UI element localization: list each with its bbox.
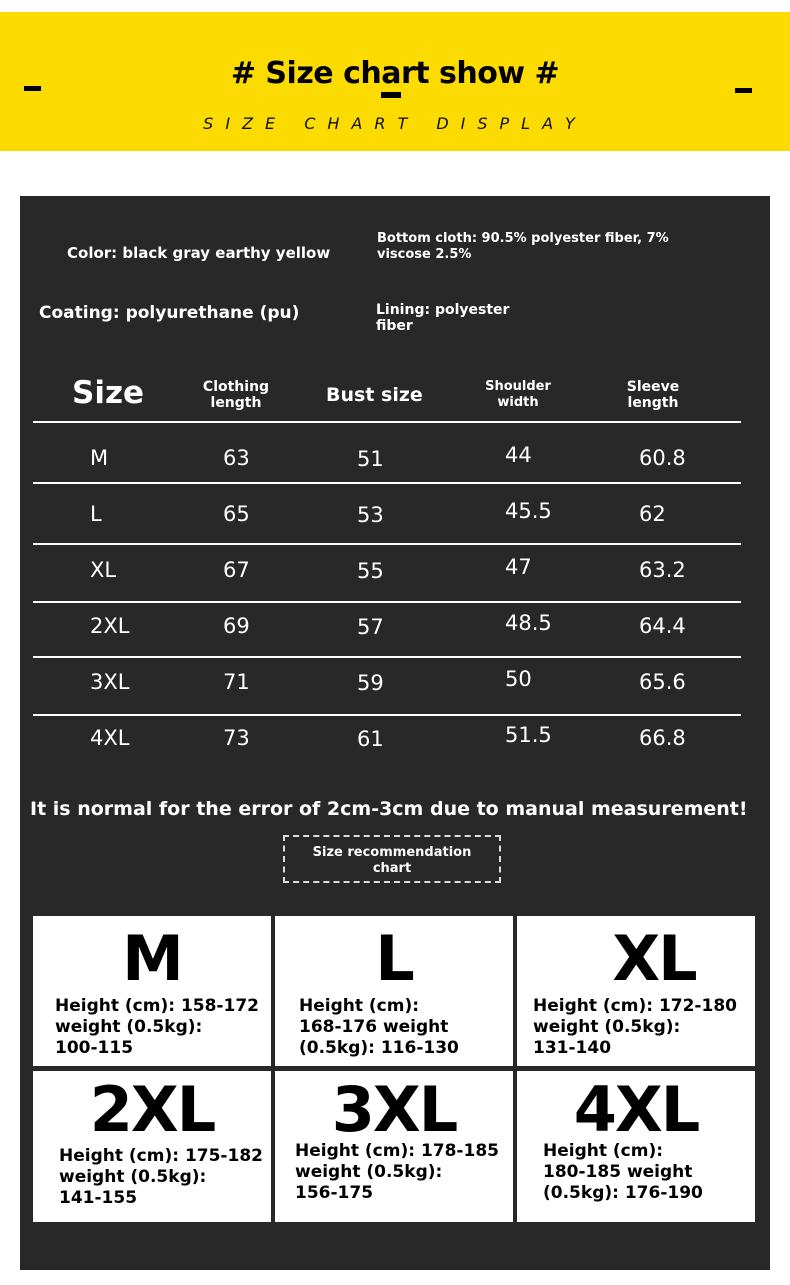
cell-clothing-length: 69	[223, 614, 250, 638]
recommendation-label-line1: Size recommendation	[312, 845, 472, 860]
card-line: 131-140	[533, 1038, 612, 1058]
size-card-4xl	[517, 1071, 755, 1222]
banner-subtitle: SIZE CHART DISPLAY	[203, 114, 587, 133]
cell-shoulder: 44	[505, 443, 532, 467]
table-divider	[33, 482, 741, 484]
cell-sleeve: 63.2	[639, 558, 686, 582]
cell-shoulder: 51.5	[505, 723, 552, 747]
card-size: M	[122, 922, 182, 995]
cell-size: L	[90, 502, 102, 526]
header-clothing-length-line1: Clothing	[202, 379, 270, 395]
cell-size: XL	[90, 558, 117, 582]
size-card-2xl	[33, 1071, 271, 1222]
cell-shoulder: 47	[505, 555, 532, 579]
card-line: (0.5kg): 176-190	[543, 1183, 703, 1203]
table-divider	[33, 601, 741, 603]
cell-sleeve: 64.4	[639, 614, 686, 638]
cell-bust: 53	[357, 503, 384, 527]
card-line: weight (0.5kg):	[59, 1167, 207, 1187]
cell-clothing-length: 73	[223, 726, 250, 750]
cell-size: M	[90, 446, 109, 470]
cell-bust: 61	[357, 727, 384, 751]
header-shoulder-line2: width	[497, 395, 539, 410]
card-size: 3XL	[331, 1073, 457, 1146]
header-size: Size	[72, 375, 145, 411]
card-size: XL	[612, 922, 696, 995]
card-line: Height (cm):	[299, 996, 420, 1016]
card-line: Height (cm): 178-185	[295, 1141, 499, 1161]
header-sleeve-line2: length	[627, 395, 679, 411]
card-line: 180-185 weight	[543, 1162, 693, 1182]
right-dash-decoration	[735, 88, 752, 93]
card-line: weight (0.5kg):	[533, 1017, 681, 1037]
measurement-note: It is normal for the error of 2cm-3cm due to manual measurement!	[30, 798, 748, 820]
size-card-3xl	[275, 1071, 513, 1222]
size-recommendation-label	[283, 835, 501, 883]
cell-size: 2XL	[90, 614, 130, 638]
header-clothing-length-line2: length	[210, 395, 262, 411]
size-chart-panel	[20, 196, 770, 1270]
header-bust-size: Bust size	[326, 384, 423, 406]
size-card-m	[33, 916, 271, 1066]
cell-bust: 51	[357, 447, 384, 471]
cell-shoulder: 45.5	[505, 499, 552, 523]
cell-size: 4XL	[90, 726, 130, 750]
cell-clothing-length: 67	[223, 558, 250, 582]
size-card-l	[275, 916, 513, 1066]
card-description	[55, 996, 259, 1059]
recommendation-label-line2: chart	[372, 861, 412, 876]
table-divider	[33, 543, 741, 545]
cell-sleeve: 66.8	[639, 726, 686, 750]
size-card-xl	[517, 916, 755, 1066]
card-line: 100-115	[55, 1038, 134, 1058]
banner-title: # Size chart show #	[230, 56, 560, 91]
card-description	[533, 996, 737, 1059]
card-size: L	[375, 922, 413, 995]
cell-bust: 55	[357, 559, 384, 583]
cell-shoulder: 48.5	[505, 611, 552, 635]
card-line: 156-175	[295, 1183, 374, 1203]
table-divider	[33, 714, 741, 716]
card-description	[295, 1141, 499, 1204]
header-clothing-length	[196, 379, 276, 411]
card-line: 141-155	[59, 1188, 138, 1208]
header-sleeve-line1: Sleeve	[626, 379, 680, 395]
table-divider	[33, 656, 741, 658]
table-divider	[33, 421, 741, 423]
card-line: Height (cm): 175-182	[59, 1146, 263, 1166]
card-size: 2XL	[89, 1073, 215, 1146]
card-line: (0.5kg): 116-130	[299, 1038, 459, 1058]
card-line: weight (0.5kg):	[295, 1162, 443, 1182]
spec-lining-line1: Lining: polyester	[376, 302, 510, 318]
cell-shoulder: 50	[505, 667, 532, 691]
center-dash-decoration	[381, 92, 401, 98]
header-shoulder-width	[478, 379, 558, 411]
card-description	[543, 1141, 703, 1204]
spec-bottom-cloth	[377, 231, 669, 263]
header-sleeve-length	[618, 379, 688, 411]
card-description	[59, 1146, 263, 1209]
card-line: Height (cm):	[543, 1141, 664, 1161]
cell-sleeve: 60.8	[639, 446, 686, 470]
card-line: Height (cm): 158-172	[55, 996, 259, 1016]
cell-clothing-length: 63	[223, 446, 250, 470]
card-line: weight (0.5kg):	[55, 1017, 203, 1037]
spec-color: Color: black gray earthy yellow	[67, 244, 331, 262]
spec-bottom-cloth-line2: viscose 2.5%	[377, 247, 472, 262]
cell-size: 3XL	[90, 670, 130, 694]
cell-sleeve: 62	[639, 502, 666, 526]
card-line: Height (cm): 172-180	[533, 996, 737, 1016]
header-banner	[0, 12, 790, 151]
card-line: 168-176 weight	[299, 1017, 449, 1037]
card-size: 4XL	[573, 1073, 699, 1146]
spec-lining	[376, 302, 509, 334]
cell-clothing-length: 65	[223, 502, 250, 526]
spec-bottom-cloth-line1: Bottom cloth: 90.5% polyester fiber, 7%	[377, 231, 669, 246]
card-description	[299, 996, 459, 1059]
header-shoulder-line1: Shoulder	[485, 379, 551, 394]
cell-bust: 57	[357, 615, 384, 639]
spec-lining-line2: fiber	[376, 318, 413, 334]
spec-coating: Coating: polyurethane (pu)	[39, 303, 300, 323]
cell-sleeve: 65.6	[639, 670, 686, 694]
cell-clothing-length: 71	[223, 670, 250, 694]
cell-bust: 59	[357, 671, 384, 695]
